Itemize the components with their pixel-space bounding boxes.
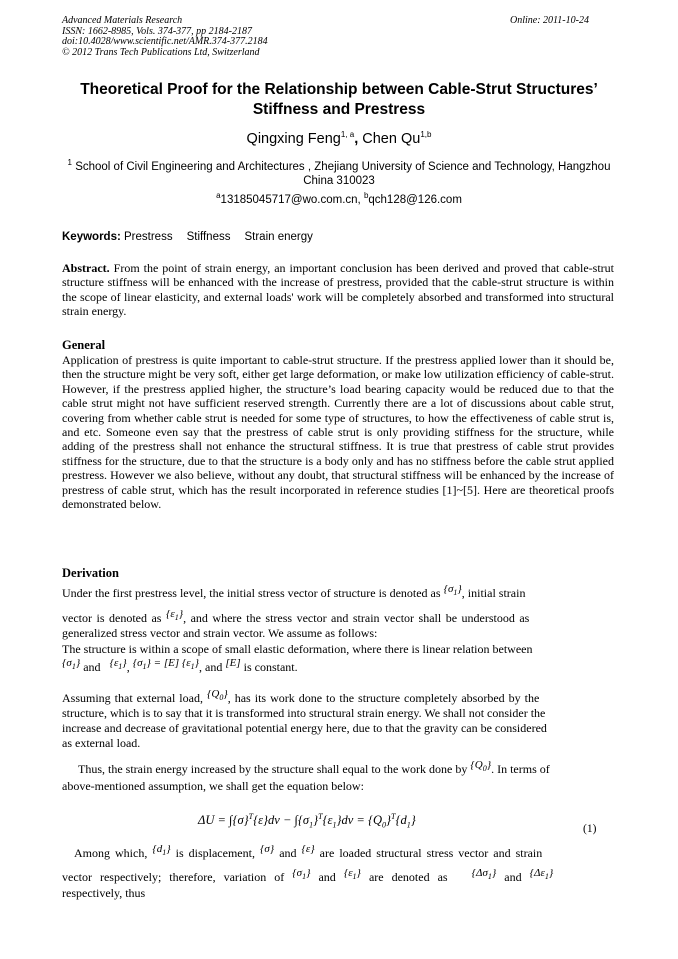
- d1-symbol: $\{d_1\}$: [152, 843, 171, 858]
- emails: [62, 191, 616, 206]
- section-heading-derivation: Derivation: [62, 566, 119, 580]
- derivation-line: generalized stress vector and strain vector. We assume as follows:: [62, 626, 378, 640]
- derivation-line: Thus, the strain energy increased by the structure shall equal to the work done by $\{Q_0\}$. In terms of: [78, 759, 550, 776]
- derivation-line: structure, which is to say that it is transformed into structural strain energy. We shall not consider the: [62, 706, 546, 720]
- epsilon1-symbol: $\{\varepsilon_1\}$: [109, 657, 127, 672]
- epsilon-symbol: {ε}: [301, 843, 315, 855]
- sigma1-symbol: $\{\sigma_1\}$: [443, 583, 462, 598]
- keyword: Strain energy: [244, 231, 313, 243]
- author-affil-sup: 1, a: [340, 130, 355, 140]
- sigma1-symbol: $\{\sigma_1\}$: [62, 657, 81, 672]
- derivation-line: The structure is within a scope of small elastic deformation, where there is linear relation between: [62, 642, 533, 656]
- keyword: Stiffness: [186, 231, 231, 243]
- keywords: [62, 231, 313, 243]
- equation-number: (1): [583, 823, 597, 835]
- derivation-line: as external load.: [62, 736, 141, 750]
- delta-sigma1-symbol: $\{\Delta\sigma_1\}$: [471, 867, 497, 882]
- affiliation-text: School of Civil Engineering and Architectures , Zhejiang University of Science and Technology, Hangzhou China 310023: [75, 161, 611, 187]
- email-link[interactable]: 13185045717@wo.com.cn,: [220, 194, 364, 206]
- affiliation-sup: 1: [67, 158, 72, 168]
- issn-line: ISSN: 1662-8985, Vols. 374-377, pp 2184-2187: [62, 25, 252, 37]
- stiffness-matrix-symbol: [E]: [225, 657, 241, 669]
- keyword: Prestress: [124, 231, 173, 243]
- copyright-line: © 2012 Trans Tech Publications Ltd, Switzerland: [62, 46, 260, 58]
- doi-line: doi:10.4028/www.scientific.net/AMR.374-377.2184: [62, 36, 268, 47]
- delta-epsilon1-symbol: $\{\Delta\varepsilon_1\}$: [529, 867, 554, 882]
- affiliation: [62, 160, 616, 188]
- abstract-text: From the point of strain energy, an important conclusion has been derived and proved that cable-strut structure stiffness will be enhanced with the increase of prestress, provided that the cable-strut structure is within the scope of linear elasticity, and external loads' work will be completely absorbed and transformed into structural strain energy.: [62, 261, 614, 319]
- q0-symbol: $\{Q_0\}$: [470, 759, 492, 774]
- derivation-line: above-mentioned assumption, we shall get the equation below:: [62, 779, 364, 793]
- derivation-line: Among which, $\{d_1\}$ is displacement, {σ} and {ε} are loaded structural stress vector and strain: [74, 843, 543, 860]
- derivation-line: respectively, thus: [62, 886, 146, 900]
- derivation-line: increase and decrease of gravitational potential energy here, due to that the gravity can be considered: [62, 721, 547, 735]
- author-separator: ,: [354, 131, 363, 147]
- derivation-line: $\{\sigma_1\}$ and $\{\varepsilon_1\}$, $\{\sigma_1\} = [E]$ $\{\varepsilon_1\}$, and [E] is constant.: [62, 657, 298, 674]
- email-sup: a: [216, 191, 221, 201]
- epsilon1-symbol: $\{\varepsilon_1\}$: [343, 867, 361, 882]
- epsilon1-symbol: $\{\varepsilon_1\}$: [165, 608, 184, 623]
- author-name: Qingxing Feng: [246, 131, 341, 147]
- author-affil-sup: 1,b: [420, 130, 432, 140]
- general-paragraph: Application of prestress is quite important to cable-strut structure. If the prestress applied lower than it should be, then the structure might be very soft, either get large deformation, or make low utilization efficiency of cable-strut. However, if the prestress applied higher, the structure’s load bearing capacity would be reduced due to that the cable strut might not have sufficient reserved strength. Currently there are a lot of discussions about cable strut, covering from whether cable strut is needed for some type of structures, to how the effectiveness of cable strut is, and etc. Someone even say that the prestress of cable strut is only providing stiffness for the structure, while adding of the prestress shall not enhance the structural stiffness. It is true that prestress of cable strut provides stiffness for the structure, due to that the structure is a body only and has no stiffness before the cable strut applied prestress. However we also believe, without any doubt, that structural stiffness will be enhanced by the increase of prestress of cable strut, which has the result incorporated in reference studies [1]~[5]. Here are theoretical proofs demonstrated below.: [62, 353, 614, 512]
- paper-title: Theoretical Proof for the Relationship between Cable-Strut Structures’ Stiffness and Prestress: [80, 81, 598, 118]
- online-date: Online: 2011-10-24: [510, 15, 589, 26]
- equation-1: $\Delta U = \int\{\sigma\}^T\{\varepsilon\}dv - \int\{\sigma_1\}^T\{\varepsilon_1\}dv = \{Q_0\}^T\{d_1\}$: [198, 811, 416, 830]
- derivation-line: vector is denoted as $\{\varepsilon_1\}$, and where the stress vector and strain vector shall be understood as: [62, 608, 530, 625]
- keywords-label: Keywords:: [62, 231, 121, 243]
- sigma-symbol: {σ}: [259, 843, 275, 855]
- derivation-line: vector respectively; therefore, variation of $\{\sigma_1\}$ and $\{\varepsilon_1\}$ are denoted as $\{\Delta\sigma_1\}$ and $\{\Delta\varepsilon_1\}$: [62, 867, 554, 884]
- author-name: Chen Qu: [362, 131, 421, 147]
- abstract: [62, 261, 614, 319]
- journal-name: Advanced Materials Research: [62, 15, 183, 26]
- hooke-relation: $\{\sigma_1\} = [E]$ $\{\varepsilon_1\}$: [132, 657, 200, 672]
- derivation-line: Under the first prestress level, the initial stress vector of structure is denoted as $\{\sigma_1\}$, initial strain: [62, 583, 526, 600]
- section-heading-general: General: [62, 338, 106, 352]
- authors: [62, 131, 616, 147]
- derivation-line: Assuming that external load, $\{Q_0\}$, has its work done to the structure completely absorbed by the: [62, 688, 540, 705]
- email-link[interactable]: qch128@126.com: [368, 194, 462, 206]
- email-sup: b: [363, 191, 369, 201]
- abstract-label: Abstract.: [62, 261, 110, 275]
- sigma1-symbol: $\{\sigma_1\}$: [292, 867, 311, 882]
- q0-symbol: $\{Q_0\}$: [206, 688, 228, 703]
